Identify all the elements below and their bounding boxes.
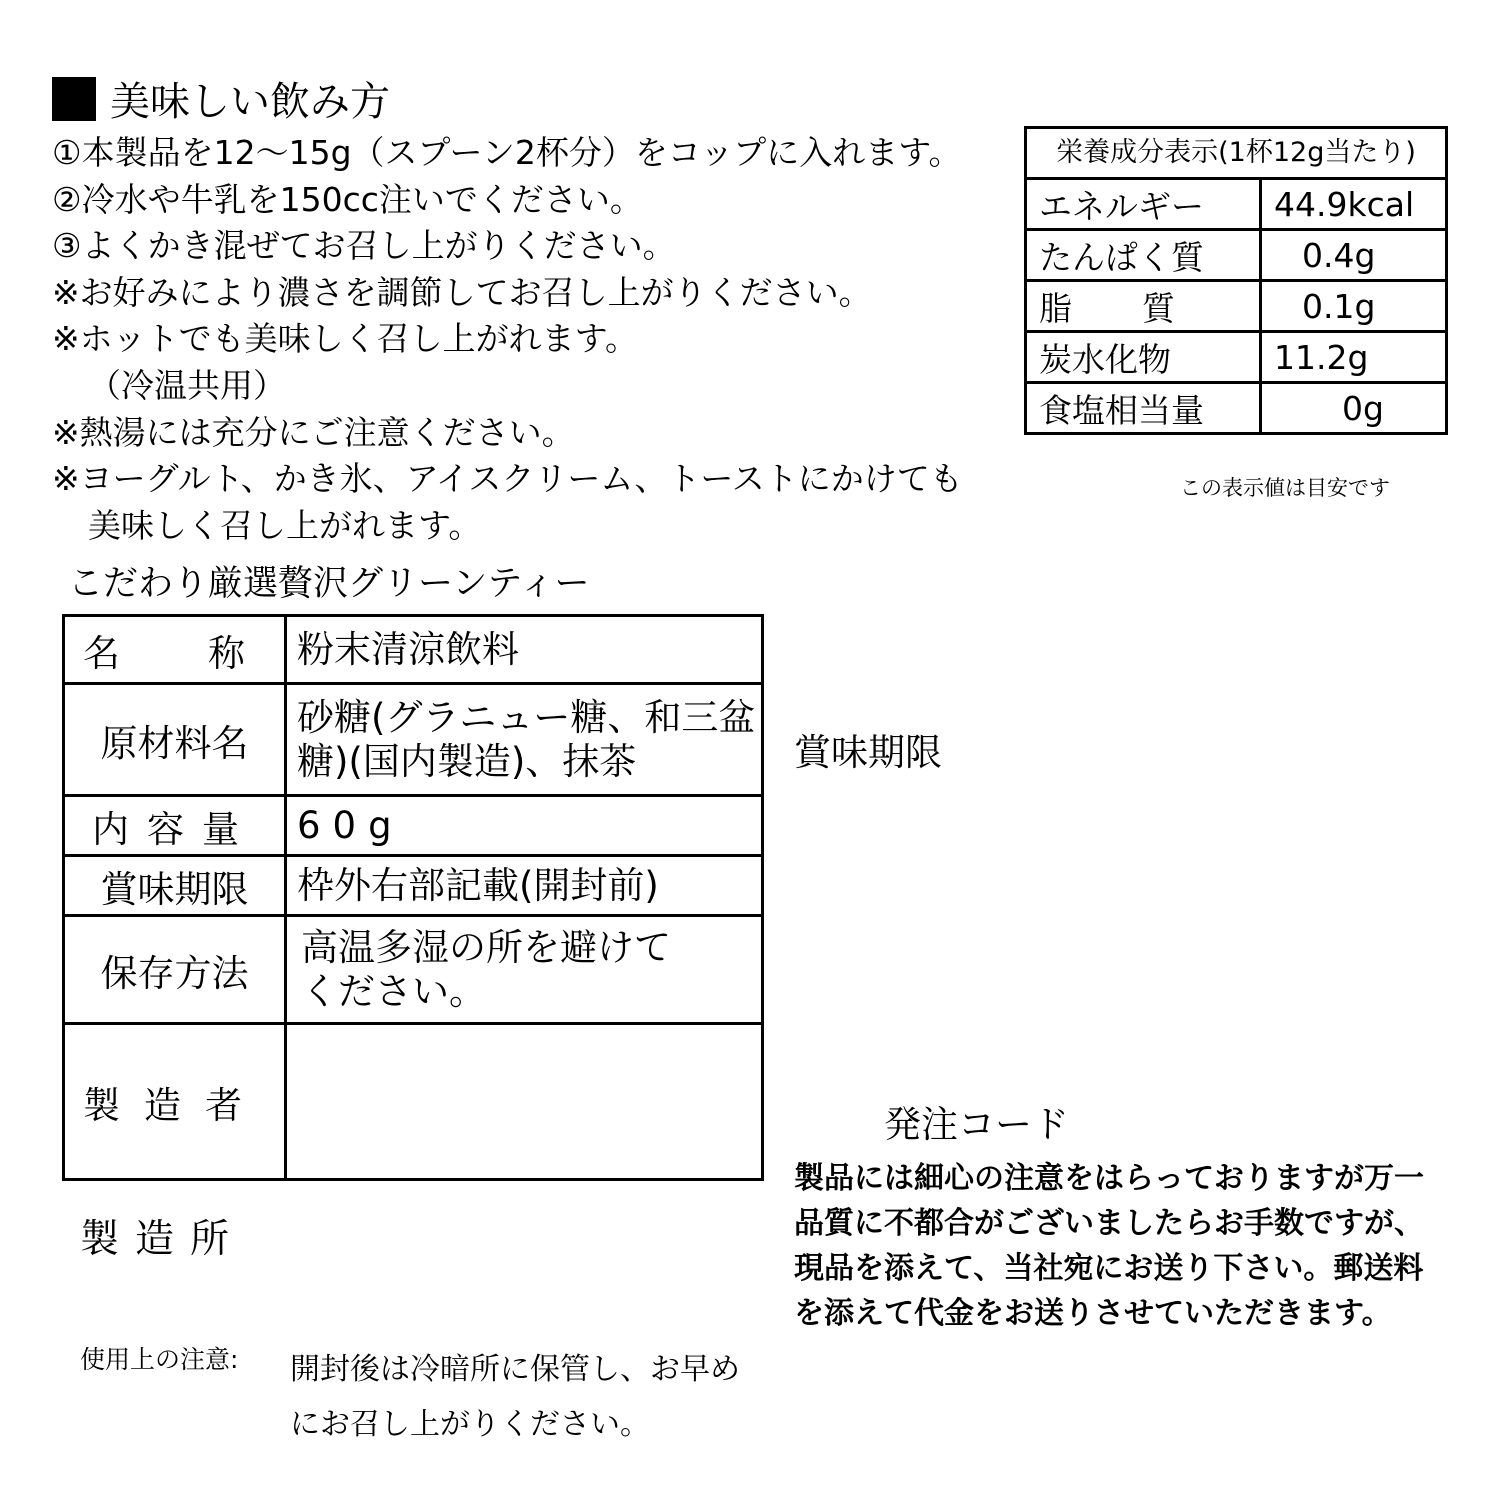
square-bullet-icon: [52, 77, 96, 121]
product-label: 原材料名: [64, 684, 286, 796]
nutrition-label: エネルギー: [1026, 179, 1261, 230]
product-row: [64, 856, 763, 916]
howto-line: ※ホットでも美味しく召し上がれます。: [52, 319, 639, 359]
nutrition-row: [1026, 332, 1447, 383]
nutrition-note: この表示値は目安です: [1180, 476, 1390, 500]
howto-line: ※お好みにより濃さを調節してお召し上がりください。: [52, 272, 872, 312]
notice-line: 製品には細心の注意をはらっておりますが万一: [794, 1161, 1424, 1196]
caution-line: にお召し上がりください。: [290, 1407, 650, 1442]
product-label: 賞味期限: [64, 856, 286, 916]
product-label-spread: [65, 623, 333, 677]
product-label: 保存方法: [64, 916, 286, 1024]
nutrition-row: [1026, 230, 1447, 281]
product-row: [64, 1024, 763, 1180]
order-code-label: 発注コード: [884, 1103, 1069, 1146]
product-value: 枠外右部記載(開封前): [286, 856, 763, 916]
howto-line: 美味しく召し上がれます。: [88, 505, 482, 545]
howto-heading: [52, 76, 390, 128]
nutrition-value: 0.1g: [1261, 281, 1447, 332]
nutrition-row: [1026, 179, 1447, 230]
product-value-line: 糖)(国内製造)、抹茶: [297, 739, 637, 783]
product-label-text: 名称: [83, 631, 333, 675]
best-before-label: 賞味期限: [794, 731, 942, 774]
product-row: [64, 796, 763, 856]
nutrition-label: [1026, 281, 1261, 332]
howto-instructions: [52, 130, 963, 549]
nutrition-row: [1026, 383, 1447, 434]
howto-heading-text: 美味しい飲み方: [110, 79, 390, 125]
product-value: [286, 1024, 763, 1180]
product-value-line: ください。: [301, 969, 486, 1013]
howto-line: ※ヨーグルト、かき氷、アイスクリーム、トーストにかけても: [52, 459, 963, 499]
product-value: [286, 684, 763, 796]
nutrition-value: 44.9kcal: [1261, 179, 1447, 230]
nutrition-label: たんぱく質: [1026, 230, 1261, 281]
notice-line: を添えて代金をお送りさせていただきます。: [794, 1296, 1392, 1331]
quality-notice: [794, 1156, 1454, 1336]
nutrition-title: 栄養成分表示(1杯12g当たり): [1024, 126, 1448, 180]
product-value: 60g: [286, 796, 763, 856]
howto-line: ②冷水や牛乳を150cc注いでください。: [52, 179, 643, 219]
howto-line: ※熱湯には充分にご注意ください。: [52, 412, 575, 452]
product-label: [64, 616, 333, 684]
product-row: [64, 684, 763, 796]
howto-line: ①本製品を12～15g（スプーン2杯分）をコップに入れます。: [52, 133, 962, 172]
notice-line: 現品を添えて、当社宛にお送り下さい。郵送料: [794, 1251, 1424, 1286]
caution-text: [290, 1342, 740, 1452]
nutrition-row: [1026, 281, 1447, 332]
notice-line: 品質に不都合がございましたらお手数ですが、: [794, 1206, 1424, 1241]
nutrition-value: 0.4g: [1261, 230, 1447, 281]
nutrition-label: 食塩相当量: [1026, 383, 1261, 434]
nutrition-label: 炭水化物: [1026, 332, 1261, 383]
product-value: [286, 916, 763, 1024]
product-row: [64, 916, 763, 1024]
product-label: 製造者: [64, 1024, 286, 1180]
product-value-line: 高温多湿の所を避けて: [301, 925, 671, 969]
factory-label: 製造所: [80, 1217, 246, 1262]
product-name: こだわり厳選贅沢グリーンティー: [68, 564, 590, 604]
nutrition-value: 0g: [1261, 383, 1447, 434]
product-row: [64, 616, 763, 684]
howto-line: （冷温共用）: [88, 365, 286, 405]
product-info-table: [62, 614, 764, 1181]
nutrition-label-text: 脂質: [1039, 288, 1245, 328]
caution-label: 使用上の注意:: [80, 1345, 239, 1374]
nutrition-table: [1024, 177, 1448, 435]
product-label: 内容量: [64, 796, 286, 856]
caution-line: 開封後は冷暗所に保管し、お早め: [290, 1352, 740, 1387]
howto-line: ③よくかき混ぜてお召し上がりください。: [52, 226, 676, 266]
nutrition-label-spread: [1039, 283, 1259, 330]
nutrition-value: 11.2g: [1261, 332, 1447, 383]
product-value: 粉末清涼飲料: [286, 616, 763, 684]
product-value-line: 砂糖(グラニュー糖、和三盆: [297, 695, 756, 739]
